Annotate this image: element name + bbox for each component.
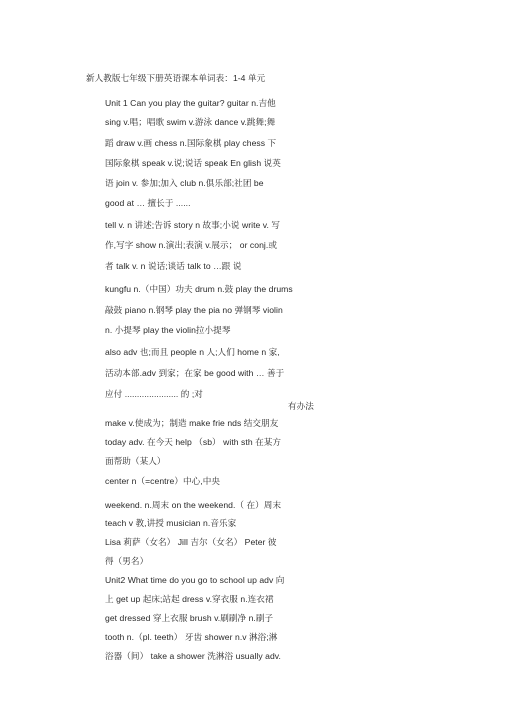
text-line: make v.使成为；制造 make frie nds 结交朋友 — [105, 418, 279, 428]
text-line: Unit 1 Can you play the guitar? guitar n.吉他 — [105, 98, 276, 108]
document-title: 新人教版七年级下册英语课本单词表：1-4 单元 — [86, 73, 266, 83]
text-line: 作,写字 show n.演出;表演 v.展示； or conj.或 — [105, 240, 277, 250]
text-line: center n（=centre）中心,中央 — [105, 476, 221, 486]
text-line: 得（男名） — [105, 556, 149, 566]
text-line: 国际象棋 speak v.说;说话 speak En glish 说英 — [105, 158, 281, 168]
text-line: teach v 教,讲授 musician n.音乐家 — [105, 518, 237, 528]
text-line: 浴器（间） take a shower 洗淋浴 usually adv. — [105, 651, 281, 661]
text-line: also adv 也;而且 people n 人;人们 home n 家, — [105, 347, 280, 357]
text-line: weekend. n.周末 on the weekend.（ 在）周末 — [105, 500, 282, 510]
text-line: Lisa 莉萨（女名） Jill 吉尔（女名） Peter 彼 — [105, 537, 277, 547]
text-line: 有办法 — [288, 401, 314, 411]
text-line: tooth n.（pl. teeth） 牙齿 shower n.v 淋浴;淋 — [105, 632, 278, 642]
text-line: 应付 ...................... 的 ;对 — [105, 389, 203, 399]
text-line: 蹈 draw v.画 chess n.国际象棋 play chess 下 — [105, 138, 277, 148]
text-line: kungfu n.（中国）功夫 drum n.鼓 play the drums — [105, 284, 293, 294]
text-line: Unit2 What time do you go to school up adv 向 — [105, 575, 285, 585]
text-line: 活动本部.adv 到家；在家 be good with … 善于 — [105, 368, 285, 378]
text-line: 上 get up 起床;站起 dress v.穿衣服 n.连衣裙 — [105, 594, 274, 604]
text-line: tell v. n 讲述;告诉 story n 故事;小说 write v. 写 — [105, 220, 281, 230]
text-line: 者 talk v. n 说话;谈话 talk to …跟 说 — [105, 261, 242, 271]
text-line: today adv. 在今天 help （sb） with sth 在某方 — [105, 437, 282, 447]
text-line: 敲鼓 piano n.钢琴 play the pia no 弹钢琴 violin — [105, 305, 283, 315]
text-line: 语 join v. 参加;加入 club n.俱乐部;社团 be — [105, 178, 264, 188]
text-line: n. 小提琴 play the violin拉小提琴 — [105, 325, 231, 335]
text-line: good at … 擅长于 ...... — [105, 198, 191, 208]
text-line: get dressed 穿上衣服 brush v.刷刷净 n.刷子 — [105, 613, 274, 623]
text-line: 面帮助（某人） — [105, 456, 166, 466]
text-line: sing v.唱；唱歌 swim v.游泳 dance v.跳舞;舞 — [105, 117, 276, 127]
